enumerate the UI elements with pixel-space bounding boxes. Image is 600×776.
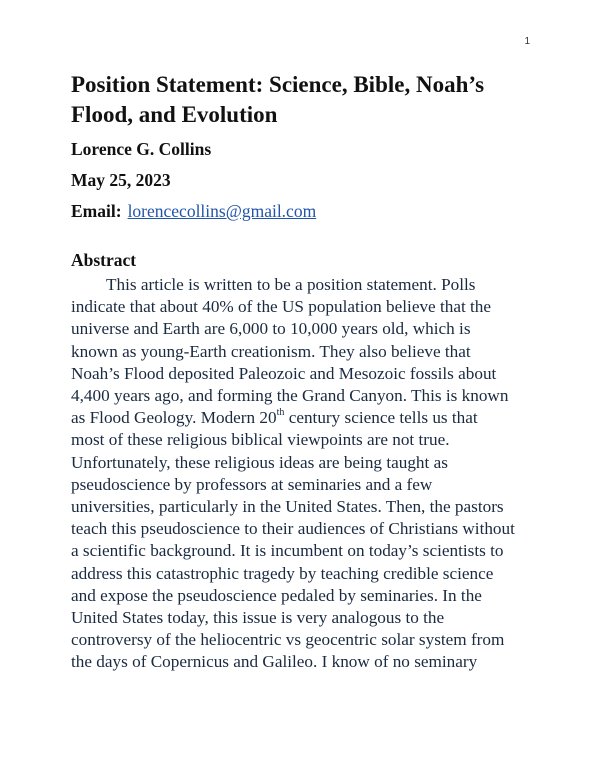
abstract-line: a scientific background. It is incumbent on today’s scientists to	[71, 541, 504, 561]
abstract-text-segment: as Flood Geology. Modern 20	[71, 408, 277, 428]
abstract-line: Unfortunately, these religious ideas are being taught as	[71, 452, 448, 472]
email-link[interactable]: lorencecollins@gmail.com	[127, 201, 317, 221]
abstract-text-segment: century science tells us that	[284, 408, 478, 428]
publication-date: May 25, 2023	[71, 170, 171, 190]
abstract-line: indicate that about 40% of the US population believe that the	[71, 297, 492, 317]
abstract-line: teach this pseudoscience to their audiences of Christians without	[71, 519, 515, 539]
document-title: Position Statement: Science, Bible, Noah’s Flood, and Evolution	[71, 72, 485, 127]
abstract-line: 4,400 years ago, and forming the Grand Canyon. This is known	[71, 386, 509, 406]
abstract-line-with-superscript	[71, 407, 531, 429]
abstract-line: Noah’s Flood deposited Paleozoic and Mesozoic fossils about	[71, 363, 497, 383]
abstract-line: most of these religious biblical viewpoints are not true.	[71, 430, 450, 450]
abstract-body	[71, 274, 531, 674]
abstract-line: the days of Copernicus and Galileo. I know of no seminary	[71, 652, 478, 672]
abstract-line: universities, particularly in the United States. Then, the pastors	[71, 497, 504, 517]
abstract-line: known as young-Earth creationism. They also believe that	[71, 341, 471, 361]
abstract-line: This article is written to be a position statement. Polls	[106, 275, 476, 294]
author-name: Lorence G. Collins	[71, 139, 212, 159]
abstract-line: controversy of the heliocentric vs geocentric solar system from	[71, 630, 505, 650]
abstract-line: universe and Earth are 6,000 to 10,000 years old, which is	[71, 319, 471, 339]
ordinal-superscript: th	[276, 407, 285, 419]
email-label: Email:	[71, 201, 122, 221]
document-content	[71, 70, 531, 674]
abstract-line: and expose the pseudoscience pedaled by seminaries. In the	[71, 585, 482, 605]
abstract-line: pseudoscience by professors at seminaries and a few	[71, 474, 433, 494]
email-line	[71, 200, 531, 222]
abstract-line: United States today, this issue is very analogous to the	[71, 608, 445, 628]
abstract-heading: Abstract	[71, 250, 137, 270]
page-number: 1	[524, 36, 530, 47]
abstract-line: address this catastrophic tragedy by teaching credible science	[71, 563, 494, 583]
